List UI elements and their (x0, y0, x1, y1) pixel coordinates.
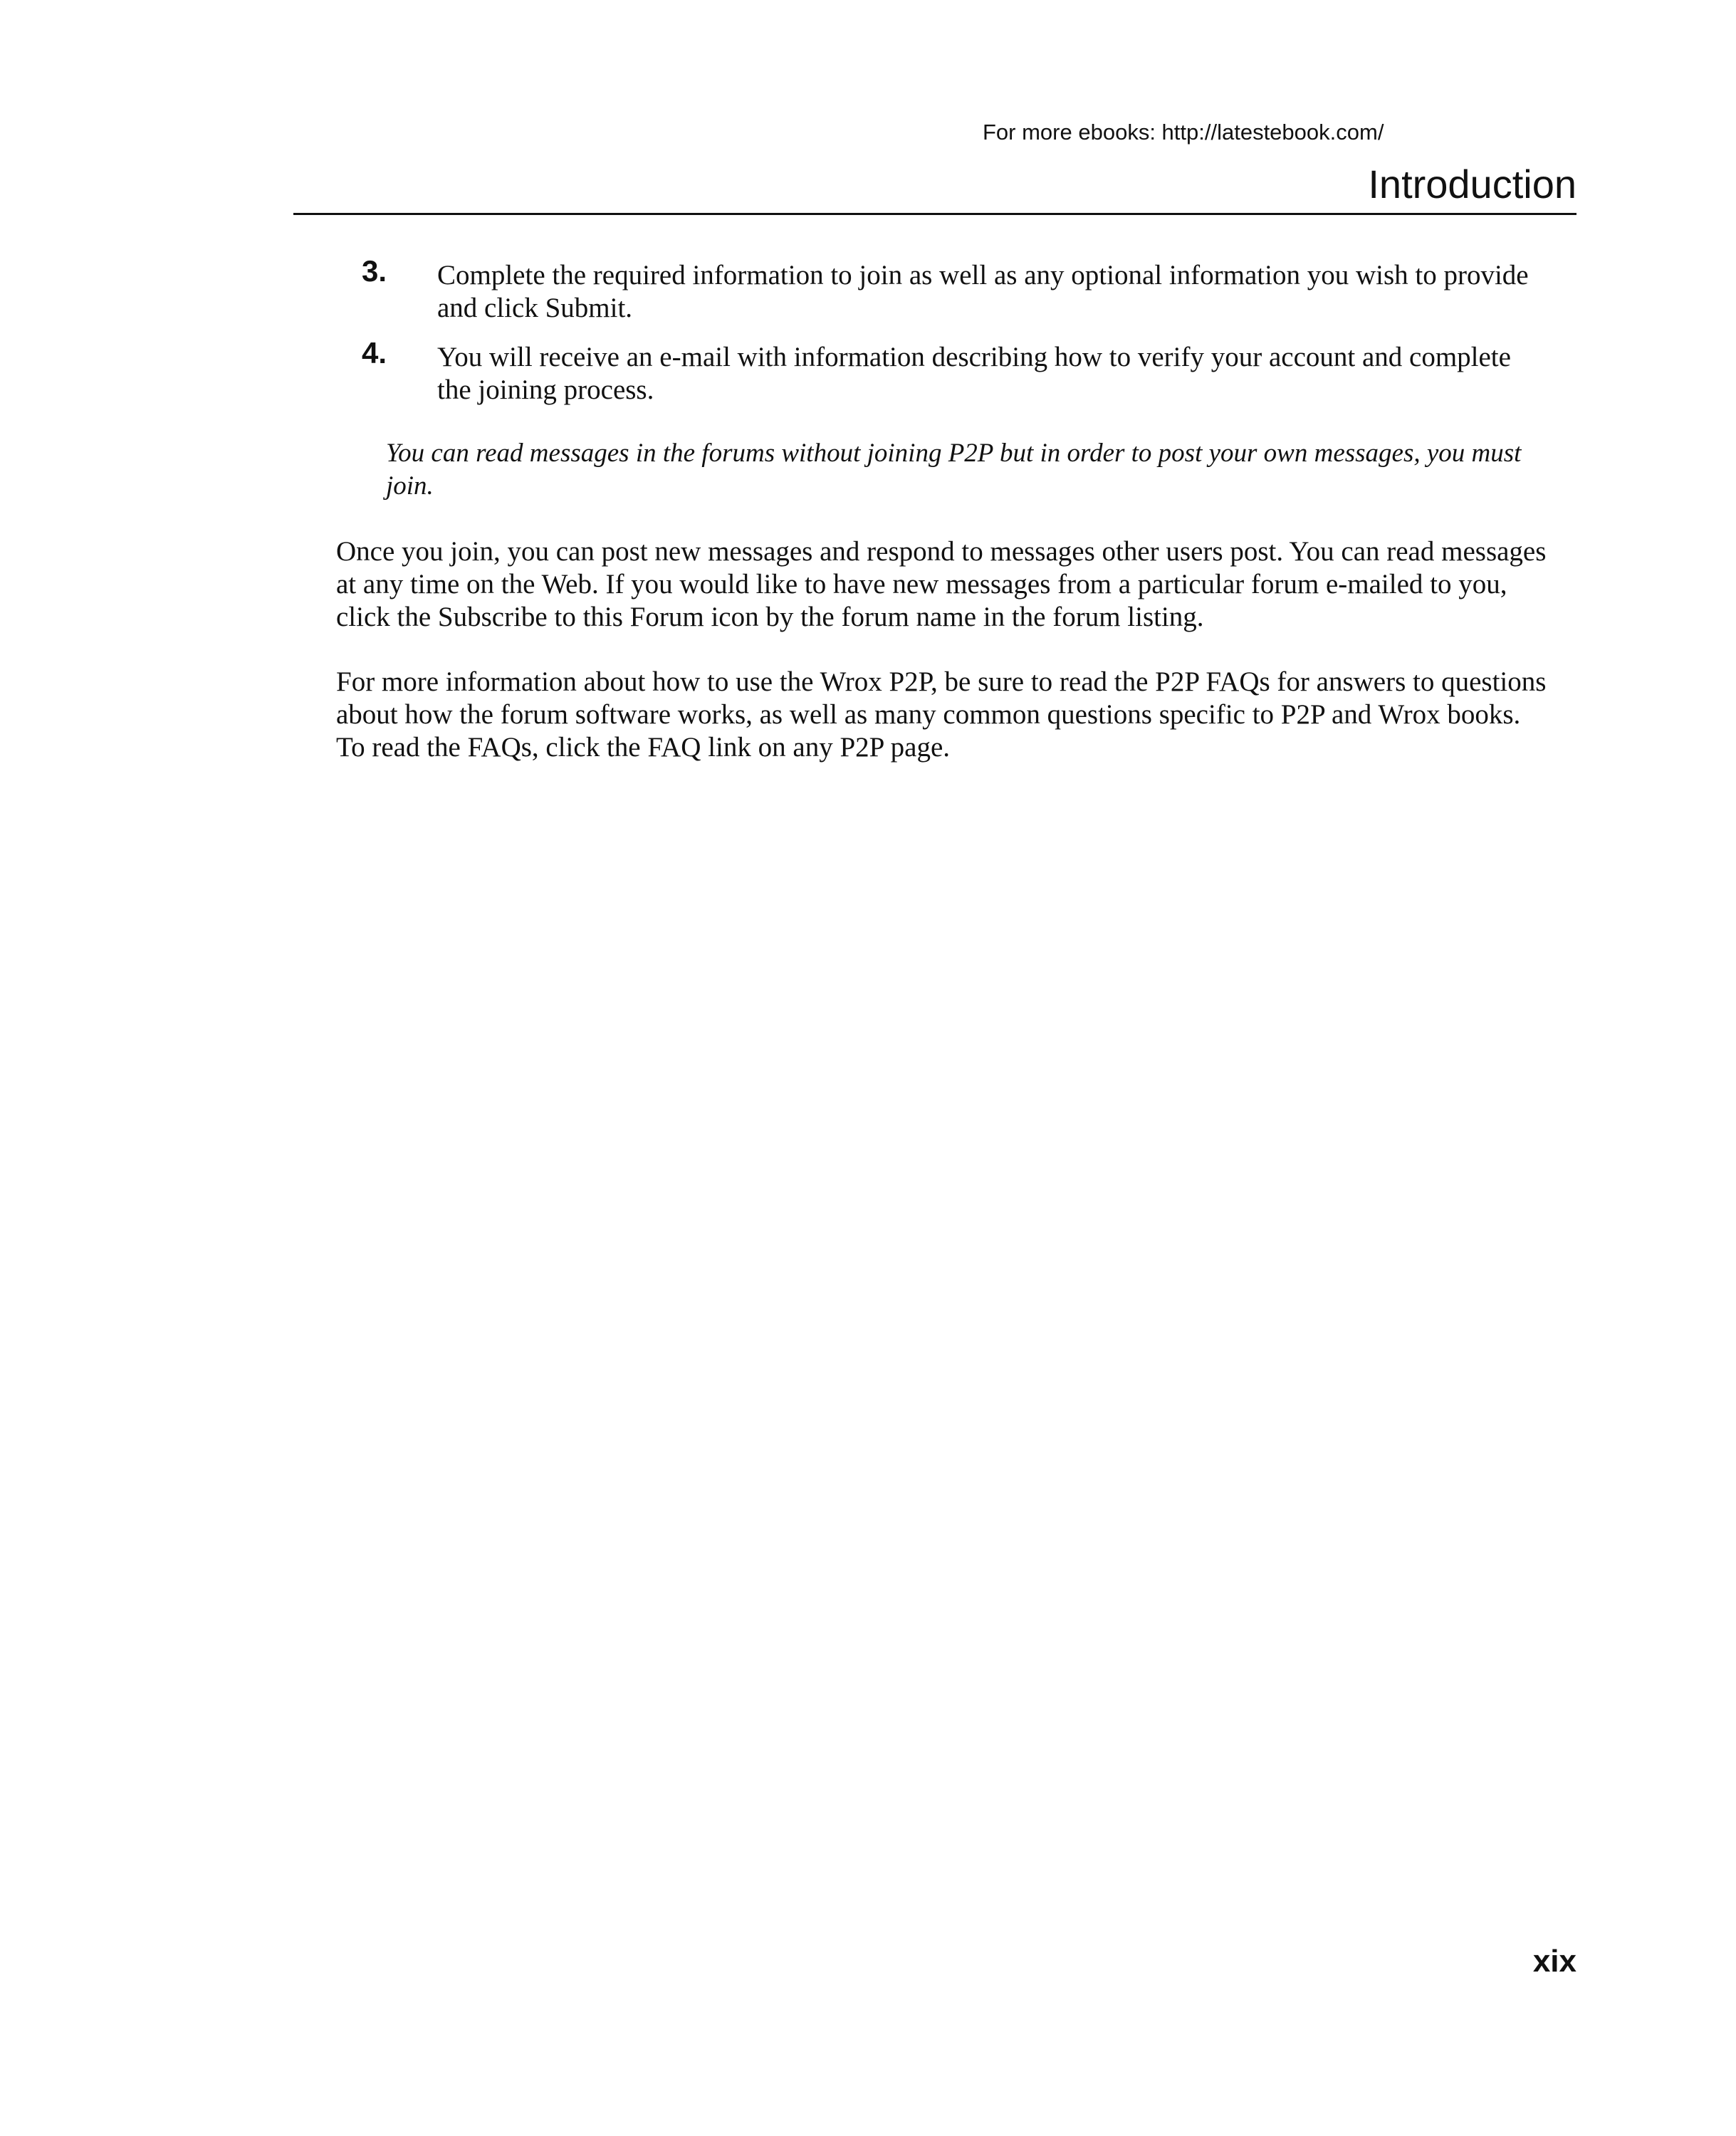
step-number: 3. (362, 254, 387, 288)
list-item-step-3 (362, 254, 1544, 325)
header-rule (293, 213, 1576, 215)
step-number: 4. (362, 336, 387, 370)
note-italic: You can read messages in the forums without joining P2P but in order to post your own messages, you must join. (386, 439, 1522, 501)
ebook-watermark: For more ebooks: http://latestebook.com/ (983, 120, 1384, 145)
step-text: Complete the required information to join as well as any optional information you wish to provide and click Submit. (437, 260, 1529, 323)
paragraph-faqs: For more information about how to use the Wrox P2P, be sure to read the P2P FAQs for answers to questions about how the forum software works, as well as many common questions specific to P2P and Wrox books. To read the FAQs, click the FAQ link on any P2P page. (336, 666, 1547, 763)
step-text: You will receive an e-mail with information describing how to verify your account and complete the joining process. (437, 342, 1511, 405)
paragraph-joining: Once you join, you can post new messages and respond to messages other users post. You can read messages at any time on the Web. If you would like to have new messages from a particular forum e-mailed to you, click the Subscribe to this Forum icon by the forum name in the forum listing. (336, 536, 1547, 632)
list-item-step-4 (362, 336, 1544, 407)
running-head: Introduction (1368, 162, 1576, 206)
page-number: xix (1532, 1944, 1576, 1979)
